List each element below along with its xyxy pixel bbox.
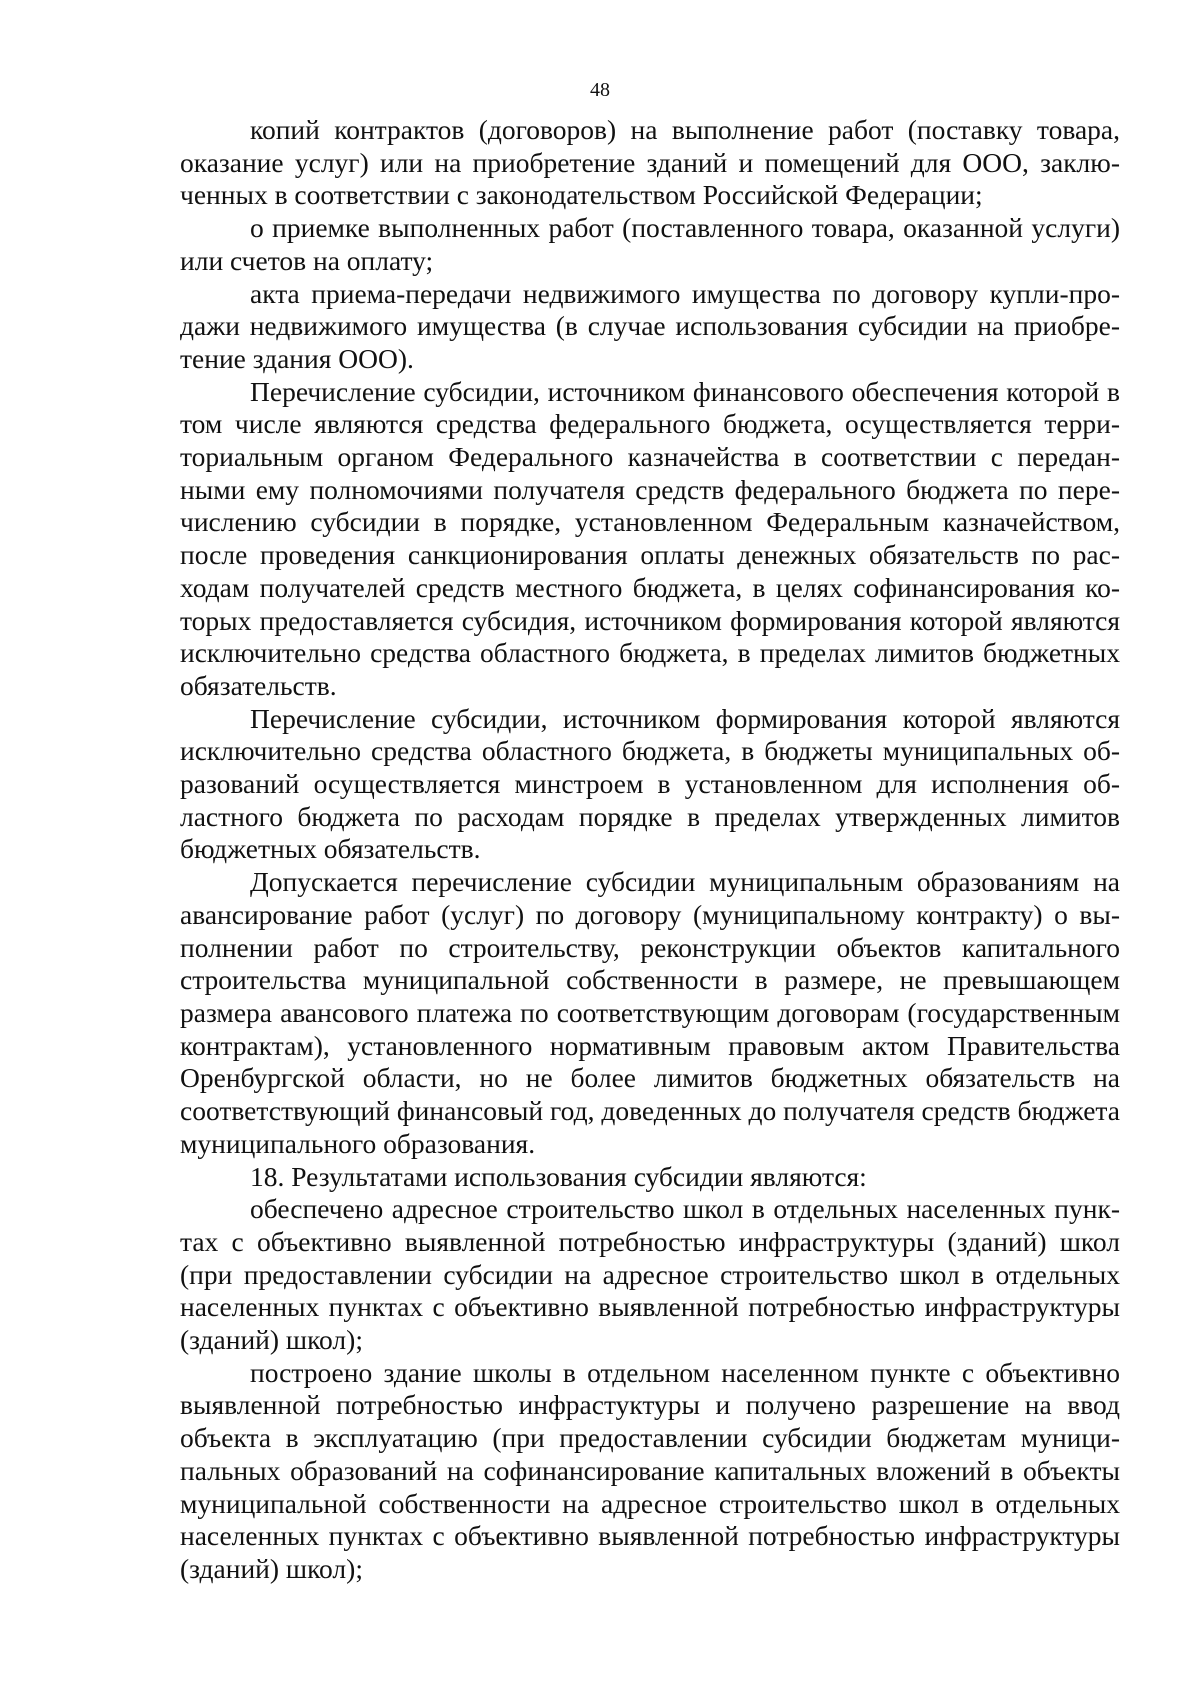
document-body bbox=[180, 114, 1120, 1586]
paragraph: копий контрактов (договоров) на выполнение работ (поставку товара, оказание услуг) или на приобретение зданий и помещений для ООО, заключенных в соответствии с законодательством Российской Федерации; bbox=[180, 114, 1120, 211]
paragraph: Перечисление субсидии, источником финансового обеспечения которой в том числе являются средства федерального бюджета, осуществляется территориальным органом Федерального казначейства в соответствии с переданными ему полномочиями получателя средств федерального бюджета по перечислению субсидии в порядке, установленном Федеральным казначейством, после проведения санкционирования оплаты денежных обязательств по расходам получателей средств местного бюджета, в целях софинансирования которых предоставляется субсидия, источником формирования которой являются исключительно средства областного бюджета, в пределах лимитов бюджетных обязательств. bbox=[180, 375, 1120, 701]
paragraph: акта приема-передачи недвижимого имущества по договору купли-продажи недвижимого имущества (в случае использования субсидии на приобретение здания ООО). bbox=[180, 277, 1120, 374]
paragraph: о приемке выполненных работ (поставленного товара, оказанной услуги) или счетов на оплату; bbox=[180, 212, 1120, 276]
page-number: 48 bbox=[590, 79, 610, 101]
paragraph: 18. Результатами использования субсидии являются: bbox=[250, 1160, 867, 1192]
paragraph: обеспечено адресное строительство школ в отдельных населенных пунктах с объективно выявленной потребностью инфраструктуры (зданий) школ (при предоставлении субсидии на адресное строительство школ в отдельных населенных пунктах с объективно выявленной потребностью инфраструктуры (зданий) школ); bbox=[180, 1193, 1120, 1356]
paragraph: Перечисление субсидии, источником формирования которой являются исключительно средства областного бюджета, в бюджеты муниципальных образований осуществляется минстроем в установленном для исполнения областного бюджета по расходам порядке в пределах утвержденных лимитов бюджетных обязательств. bbox=[180, 702, 1120, 865]
paragraph: Допускается перечисление субсидии муниципальным образованиям на авансирование работ (услуг) по договору (муниципальному контракту) о выполнении работ по строительству, реконструкции объектов капитального строительства муниципальной собственности в размере, не превышающем размера авансового платежа по соответствующим договорам (государственным контрактам), установленного нормативным правовым актом Правительства Оренбургской области, но не более лимитов бюджетных обязательств на соответствующий финансовый год, доведенных до получателя средств бюджета муниципального образования. bbox=[180, 866, 1120, 1159]
paragraph: построено здание школы в отдельном населенном пункте с объективно выявленной потребностью инфрастуктуры и получено разрешение на ввод объекта в эксплуатацию (при предоставлении субсидии бюджетам муниципальных образований на софинансирование капитальных вложений в объекты муниципальной собственности на адресное строительство школ в отдельных населенных пунктах с объективно выявленной потребностью инфраструктуры (зданий) школ); bbox=[180, 1356, 1120, 1584]
